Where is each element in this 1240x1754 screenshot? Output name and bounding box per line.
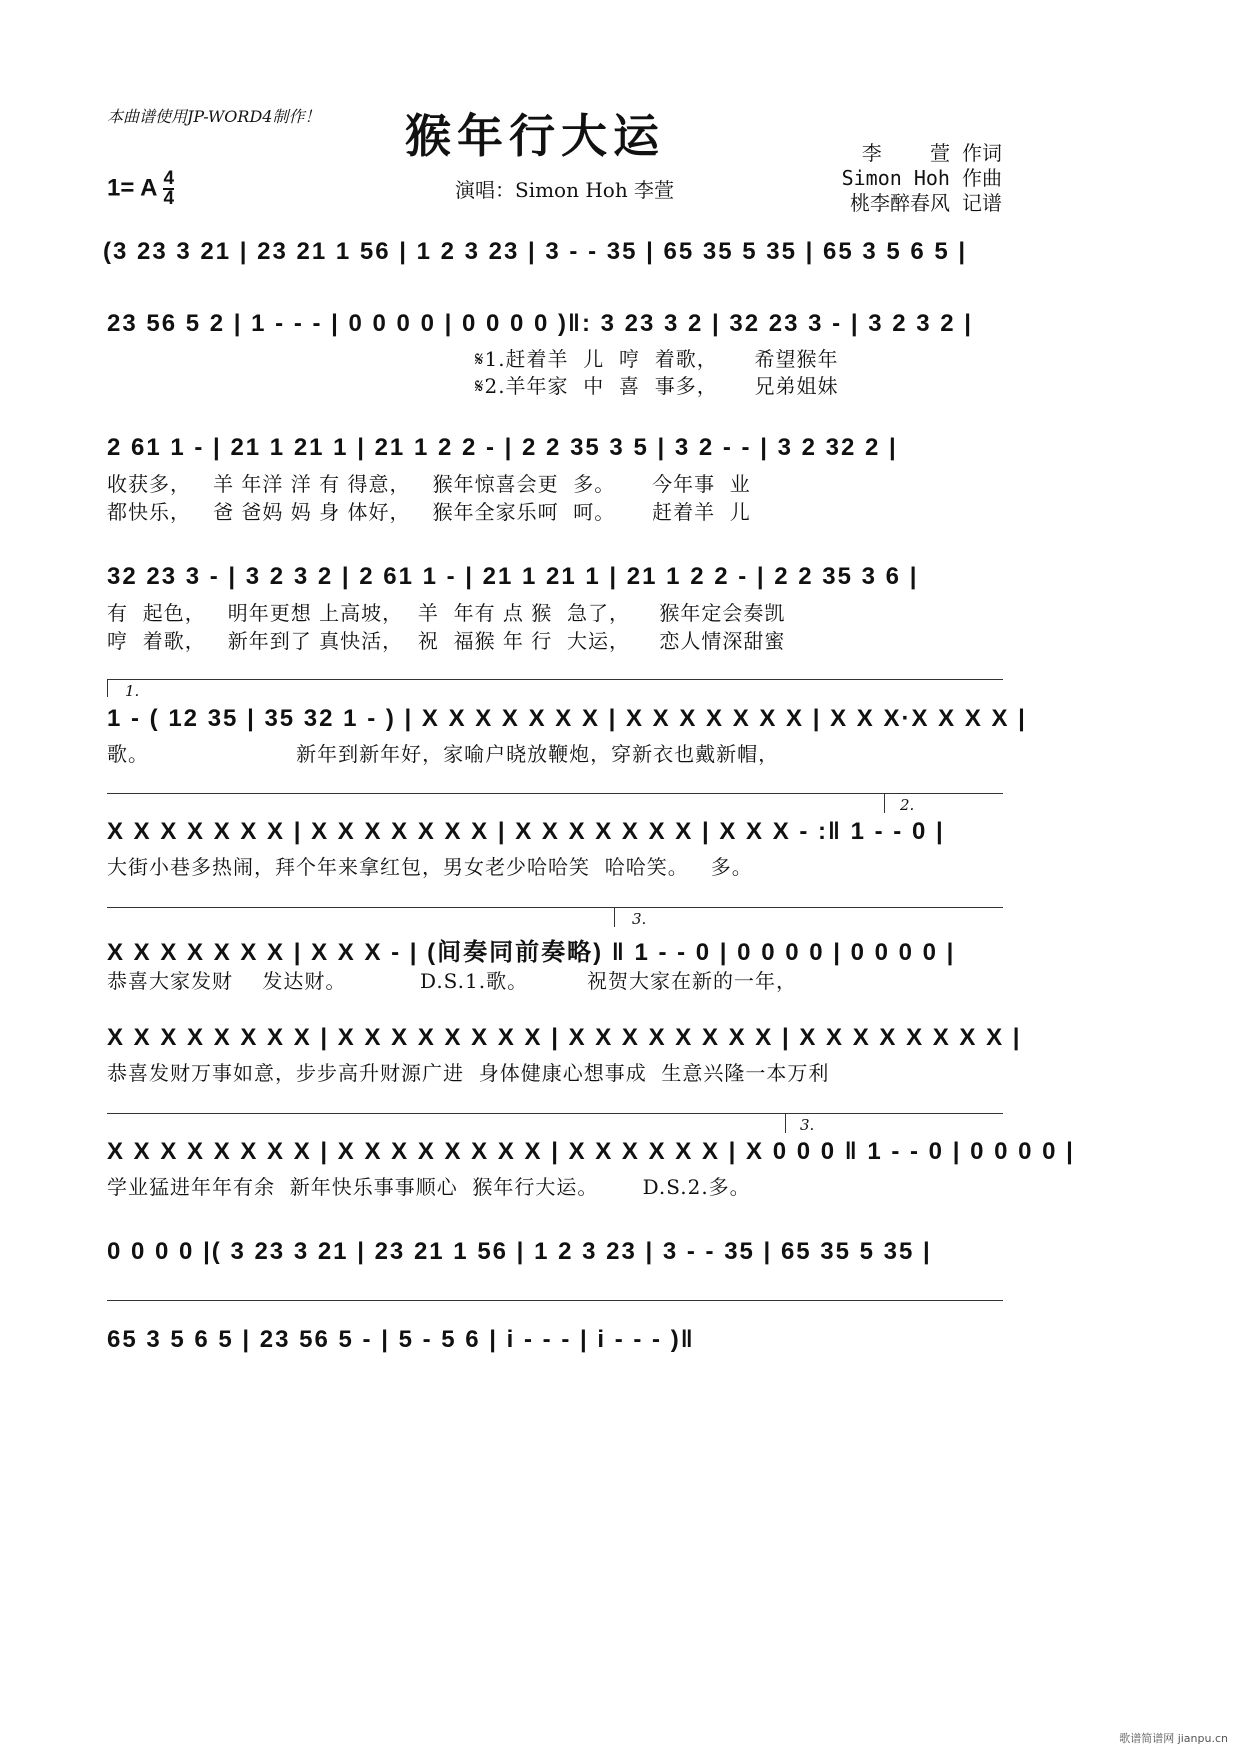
- lyric-line-2a: 𝄋1.赶着羊 儿 哼 着歌， 希望猴年: [107, 347, 839, 371]
- volta-bracket-1: [107, 679, 1003, 680]
- transcriber: 桃李醉春风 记谱: [849, 191, 1002, 215]
- lyric-line-3a: 收获多， 羊 年洋 洋 有 得意， 猴年惊喜会更 多。 今年事 业: [107, 472, 751, 496]
- lyric-line-3b: 都快乐， 爸 爸妈 妈 身 体好， 猴年全家乐呵 呵。 赶着羊 儿: [107, 500, 751, 524]
- volta-bracket-top-7: [107, 907, 1003, 908]
- music-system-2: 23 56 5 2 | 1 - - - | 0 0 0 0 | 0 0 0 0 )‖: 3 23 3 2 | 32 23 3 - | 3 2 3 2 |: [107, 310, 973, 337]
- singer-line: 演唱：Simon Hoh 李萱: [455, 178, 675, 202]
- music-system-6: X X X X X X X | X X X X X X X | X X X X X X X | X X X - :‖ 1 - - 0 |: [107, 818, 945, 845]
- song-title: 猴年行大运: [405, 109, 665, 163]
- watermark: 歌谱简谱网 jianpu.cn: [1119, 1732, 1228, 1745]
- music-system-10: 0 0 0 0 |( 3 23 3 21 | 23 21 1 56 | 1 2 3 23 | 3 - - 35 | 65 35 5 35 |: [107, 1238, 932, 1265]
- lyric-line-2b: 𝄋2.羊年家 中 喜 事多， 兄弟姐妹: [107, 374, 839, 398]
- lyric-line-9: 学业猛进年年有余 新年快乐事事顺心 猴年行大运。 D.S.2.多。: [107, 1175, 751, 1199]
- volta-bracket-top-9: [107, 1113, 1003, 1114]
- lyric-line-8: 恭喜发财万事如意，步步高升财源广进 身体健康心想事成 生意兴隆一本万利: [107, 1061, 830, 1085]
- time-signature: [163, 170, 174, 208]
- composer: Simon Hoh 作曲: [841, 166, 1002, 190]
- volta-bracket-2-hook: [884, 793, 885, 813]
- volta-bracket-1-hook: [107, 679, 108, 697]
- lyric-line-5: 歌。 新年到新年好，家喻户晓放鞭炮，穿新衣也戴新帽，: [107, 742, 780, 766]
- key-label: 1= A: [107, 174, 158, 202]
- music-system-8: X X X X X X X X | X X X X X X X X | X X X X X X X X | X X X X X X X X |: [107, 1024, 1022, 1051]
- key-signature: [107, 170, 174, 208]
- system-divider-11: [107, 1300, 1003, 1301]
- music-system-3: 2 61 1 - | 21 1 21 1 | 21 1 2 2 - | 2 2 35 3 5 | 3 2 - - | 3 2 32 2 |: [107, 434, 898, 461]
- lyric-line-7: 恭喜大家发财 发达财。 D.S.1.歌。 祝贺大家在新的一年，: [107, 969, 797, 993]
- volta-label-2: 2.: [900, 796, 915, 814]
- music-system-7: X X X X X X X | X X X - | (间奏同前奏略) ‖ 1 - - 0 | 0 0 0 0 | 0 0 0 0 |: [107, 939, 956, 966]
- lyric-line-4b: 哼 着歌， 新年到了 真快活， 祝 福猴 年 行 大运， 恋人情深甜蜜: [107, 629, 786, 653]
- music-system-4: 32 23 3 - | 3 2 3 2 | 2 61 1 - | 21 1 21 1 | 21 1 2 2 - | 2 2 35 3 6 |: [107, 563, 919, 590]
- volta-label-3: 3.: [632, 910, 647, 928]
- volta-label-1: 1.: [125, 682, 140, 700]
- music-system-1: (3 23 3 21 | 23 21 1 56 | 1 2 3 23 | 3 - - 35 | 65 35 5 35 | 65 3 5 6 5 |: [103, 238, 968, 265]
- volta-bracket-3-hook: [614, 907, 615, 927]
- time-bottom: 4: [163, 188, 175, 209]
- time-top: 4: [163, 168, 175, 189]
- software-credit: 本曲谱使用JP-WORD4制作！: [107, 107, 321, 126]
- music-system-5: 1 - ( 12 35 | 35 32 1 - ) | X X X X X X X | X X X X X X X | X X X·X X X X |: [107, 705, 1027, 732]
- lyricist: 李 萱 作词: [861, 141, 1002, 165]
- volta-bracket-top-6: [107, 793, 1003, 794]
- music-system-11: 65 3 5 6 5 | 23 56 5 - | 5 - 5 6 | i - - - | i - - - )‖: [107, 1326, 695, 1353]
- lyric-line-4a: 有 起色， 明年更想 上高坡， 羊 年有 点 猴 急了， 猴年定会奏凯: [107, 601, 786, 625]
- volta-bracket-3b-hook: [785, 1113, 786, 1133]
- lyric-line-6: 大街小巷多热闹，拜个年来拿红包，男女老少哈哈笑 哈哈笑。 多。: [107, 855, 753, 879]
- volta-label-3b: 3.: [800, 1116, 815, 1134]
- music-system-9: X X X X X X X X | X X X X X X X X | X X X X X X | X 0 0 0 ‖ 1 - - 0 | 0 0 0 0 |: [107, 1138, 1075, 1165]
